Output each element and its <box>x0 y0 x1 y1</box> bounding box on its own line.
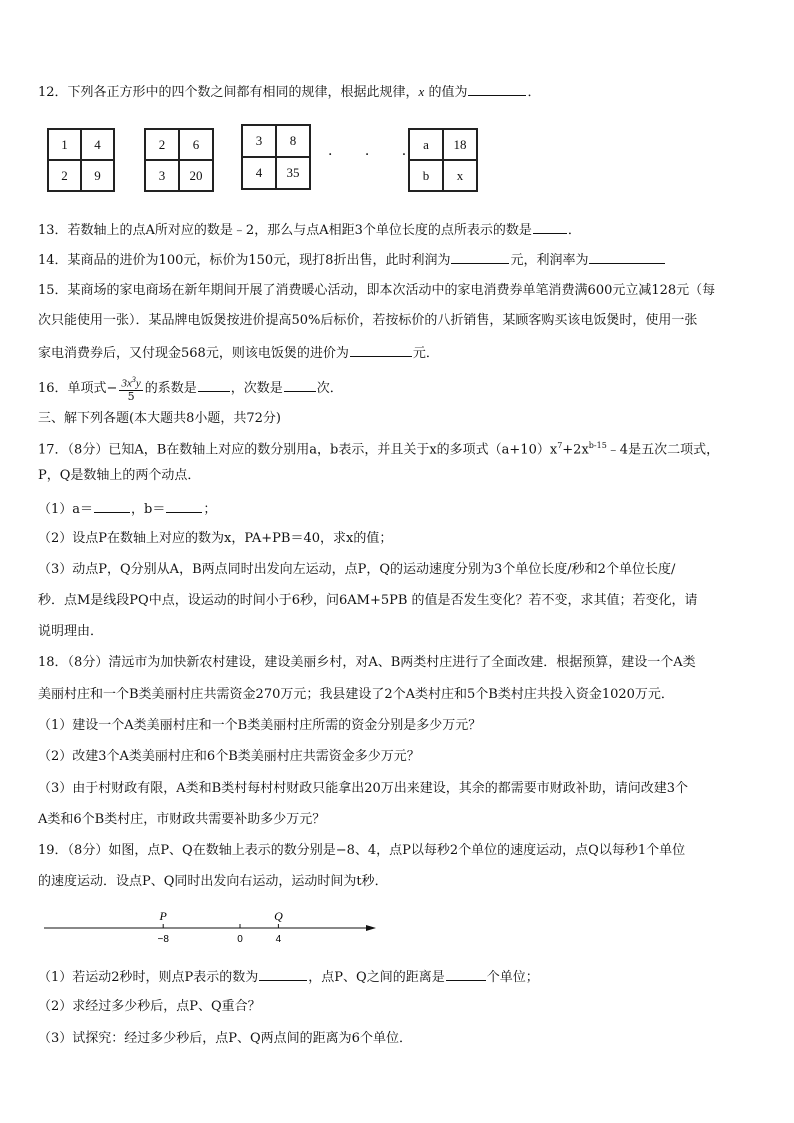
q12-square-2-cell: 2 <box>145 129 179 160</box>
q17-part-3-line-3: 说明理由． <box>38 624 104 639</box>
q13-line <box>38 220 581 240</box>
q19-part-1 <box>38 967 539 987</box>
q12-ellipsis: · · · <box>328 147 421 163</box>
q18-part-1: （1）建设一个A类美丽村庄和一个B类美丽村庄所需的资金分别是多少万元？ <box>38 718 482 733</box>
q12-text-a: 12．下列各正方形中的四个数之间都有相同的规律，根据此规律， <box>38 85 419 100</box>
q18-line-2: 美丽村庄和一个B类美丽村庄共需资金270万元；我县建设了2个A类村庄和5个B类村庄共投入资金1020万元． <box>38 687 674 702</box>
q12-square-4-cell: b <box>409 160 443 191</box>
q17-a-blank[interactable] <box>94 499 130 513</box>
q15-end: 元． <box>412 346 439 361</box>
q17-line-2: P，Q是数轴上的两个动点． <box>38 468 201 483</box>
q15-line-3 <box>38 343 439 363</box>
q12-line <box>38 82 540 102</box>
q12-square-4 <box>408 128 478 192</box>
q17-text: ﹣4是五次二项式， <box>606 442 720 458</box>
q14-text-a: 14．某商品的进价为100元，标价为150元，现打8折出售，此时利润为 <box>38 253 451 268</box>
section-3-title: 三、解下列各题(本大题共8小题，共72分) <box>38 411 281 426</box>
q19-part-2: （2）求经过多少秒后，点P、Q重合？ <box>38 999 261 1014</box>
q16-line <box>38 374 343 403</box>
q15-text: 家电消费券后，又付现金568元，则该电饭煲的进价为 <box>38 346 349 361</box>
q19-distance-blank[interactable] <box>446 967 486 981</box>
q17-part-2: （2）设点P在数轴上对应的数为x，PA+PB＝40，求x的值； <box>38 531 393 546</box>
q16-num-exponent: 3 <box>131 375 136 384</box>
q16-num-base: 3x <box>121 377 132 390</box>
q12-square-1-cell: 1 <box>48 129 81 160</box>
q12-square-4-cell: 18 <box>443 129 477 160</box>
q16-text-c: ，次数是 <box>230 380 283 396</box>
q12-square-2-cell: 20 <box>179 160 213 191</box>
q17-p1-c: ； <box>203 502 217 517</box>
q17-line-1 <box>38 437 719 459</box>
q16-num-y: y <box>135 377 141 390</box>
q15-text: 次只能使用一张）．某品牌电饭煲按进价提高50%后标价，若按标价的八折销售，某顾客购买该电饭煲时，使用一张 <box>38 313 698 328</box>
q18-part-3-line-1: （3）由于村财政有限，A类和B类村每村村财政只能拿出20万出来建设，其余的都需要市财政补助，请问改建3个 <box>38 781 689 796</box>
q17-exp-2: b-15 <box>588 441 607 450</box>
q19-line-2: 的速度运动．设点P、Q同时出发向右运动，运动时间为t秒． <box>38 874 388 889</box>
q19-p1-a: （1）若运动2秒时，则点P表示的数为 <box>38 970 259 985</box>
q19-number-line <box>40 908 380 950</box>
q12-square-3-cell: 35 <box>276 157 310 189</box>
q17-part-1 <box>38 499 216 519</box>
q12-answer-blank[interactable] <box>468 82 526 96</box>
q12-square-3 <box>241 124 311 190</box>
q16-coefficient-blank[interactable] <box>198 378 230 392</box>
q16-text-a: 16．单项式 <box>38 380 107 396</box>
q17-exp-1: 7 <box>557 441 563 450</box>
q19-p-value-blank[interactable] <box>259 967 307 981</box>
q15-text: 15．某商场的家电商场在新年期间开展了消费暖心活动，即本次活动中的家电消费券单笔消费满600元立减128元（每 <box>38 283 716 298</box>
q18-line-1: 18．（8分）清远市为加快新农村建设，建设美丽乡村，对A、B两类村庄进行了全面改建．根据预算，建设一个A类 <box>38 655 696 670</box>
q15-line-1 <box>38 282 715 300</box>
number-line-arrow <box>366 925 376 931</box>
q12-square-1-cell: 2 <box>48 160 81 191</box>
q15-answer-blank[interactable] <box>350 343 412 357</box>
q14-profit-blank[interactable] <box>451 250 509 264</box>
q16-fraction-numerator <box>119 374 142 391</box>
q17-p1-b: ，b＝ <box>131 502 166 517</box>
q16-negative-sign: − <box>106 380 118 396</box>
q12-square-4-cell: a <box>409 129 443 160</box>
number-line-point-label: P <box>159 909 167 923</box>
q16-fraction <box>119 374 142 403</box>
q19-line-1: 19．（8分）如图，点P、Q在数轴上表示的数分别是−8、4，点P以每秒2个单位的速度运动，点Q以每秒1个单位 <box>38 843 686 858</box>
q16-fraction-denominator: 5 <box>127 389 135 403</box>
q12-var: x <box>418 84 425 99</box>
q12-text-b: 的值为 <box>424 85 468 100</box>
q17-text: +2x <box>562 442 589 458</box>
q17-part-3-line-1: （3）动点P，Q分别从A，B两点同时出发向左运动，点P，Q的运动速度分别为3个单位长度/秒和2个单位长度/ <box>38 562 676 577</box>
q16-end: 次． <box>316 380 343 396</box>
number-line-tick-label: 4 <box>275 934 282 945</box>
q12-square-3-cell: 3 <box>242 125 276 157</box>
q12-square-3-cell: 8 <box>276 125 310 157</box>
q12-square-1 <box>47 128 115 192</box>
q12-square-2 <box>144 128 214 192</box>
q16-text-b: 的系数是 <box>144 380 197 396</box>
q17-part-3-line-2: 秒．点M是线段PQ中点，设运动的时间小于6秒，问6AM+5PB 的值是否发生变化？若不变，求其值；若变化，请 <box>38 593 698 608</box>
q19-p1-c: 个单位； <box>486 970 539 985</box>
q17-p1-a: （1）a＝ <box>38 502 94 517</box>
q19-part-3: （3）试探究：经过多少秒后，点P、Q两点间的距离为6个单位． <box>38 1031 412 1046</box>
number-line-tick-label: −8 <box>157 934 169 945</box>
q18-part-3-line-2: A类和6个B类村庄，市财政共需要补助多少万元？ <box>38 812 326 827</box>
q12-square-1-cell: 4 <box>81 129 114 160</box>
q13-end: ． <box>567 223 581 238</box>
q12-square-3-cell: 4 <box>242 157 276 189</box>
q19-p1-b: ，点P、Q之间的距离是 <box>308 970 445 985</box>
q13-text: 13．若数轴上的点A所对应的数是﹣2，那么与点A相距3个单位长度的点所表示的数是 <box>38 223 532 238</box>
number-line-point-label: Q <box>274 909 283 923</box>
q18-part-2: （2）改建3个A类美丽村庄和6个B类美丽村庄共需资金多少万元？ <box>38 749 420 764</box>
q17-text: 17．（8分）已知A，B在数轴上对应的数分别用a，b表示，并且关于x的多项式（a+10）x <box>38 442 558 458</box>
q17-b-blank[interactable] <box>166 499 202 513</box>
q14-line <box>38 250 666 270</box>
q12-square-2-cell: 6 <box>179 129 213 160</box>
q15-line-2 <box>38 312 697 330</box>
q16-degree-blank[interactable] <box>284 378 316 392</box>
q12-end: ． <box>527 85 541 100</box>
q14-rate-blank[interactable] <box>589 250 665 264</box>
q12-square-2-cell: 3 <box>145 160 179 191</box>
q12-square-1-cell: 9 <box>81 160 114 191</box>
q13-answer-blank[interactable] <box>533 220 567 234</box>
number-line-tick-label: 0 <box>237 934 243 945</box>
q12-square-4-cell: x <box>443 160 477 191</box>
q14-text-b: 元，利润率为 <box>510 253 589 268</box>
